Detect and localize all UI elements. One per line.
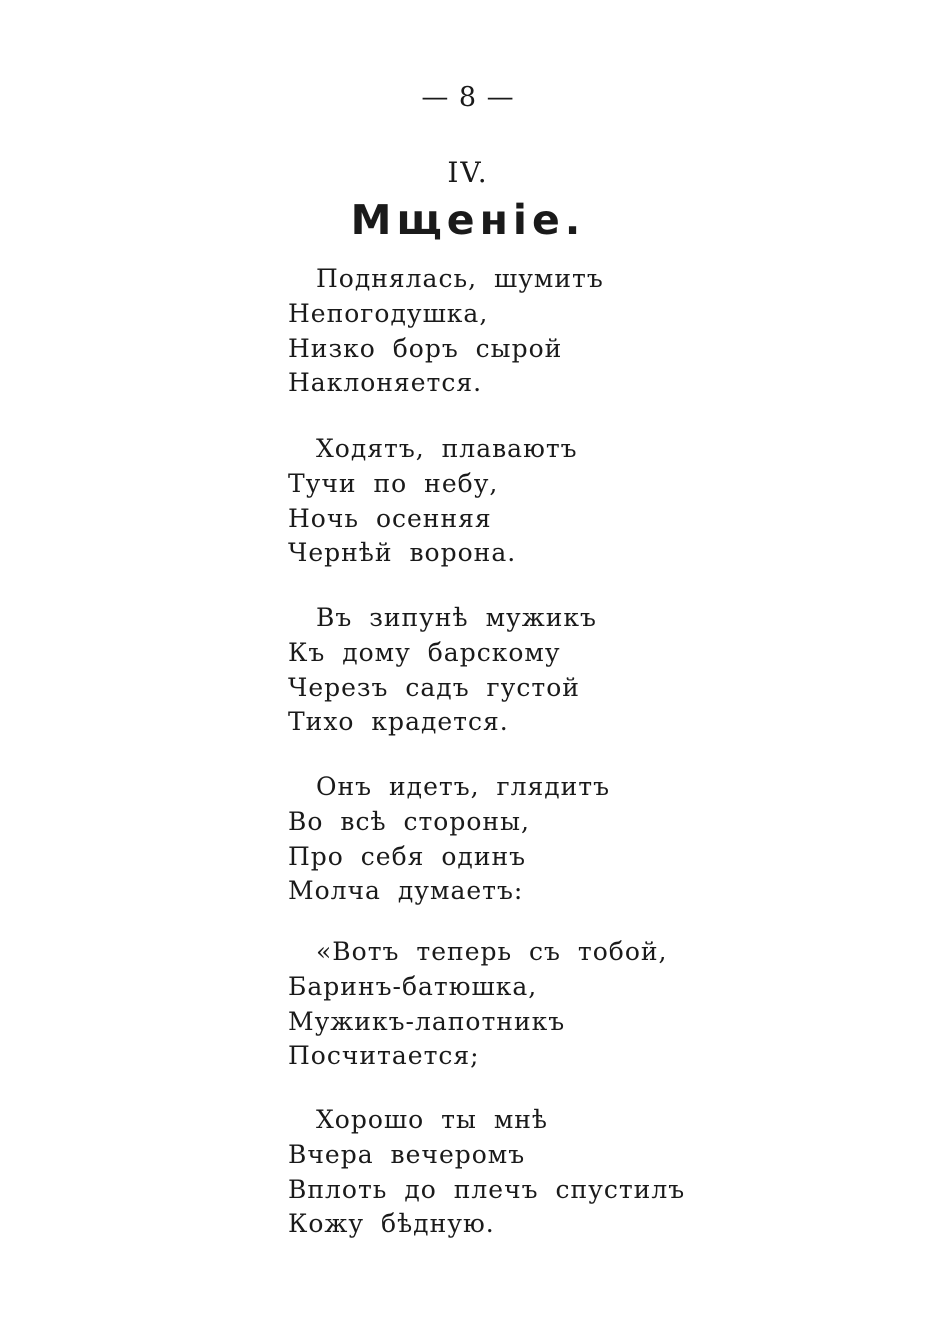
stanza-2 — [288, 432, 708, 571]
poem-line: Тучи по небу, — [288, 468, 499, 498]
poem-line: Баринъ-батюшка, — [288, 971, 538, 1001]
poem-line: Вплоть до плечъ спустилъ — [288, 1174, 686, 1204]
poem-line: Наклоняется. — [288, 368, 483, 398]
poem-line: Поднялась, шумитъ — [316, 264, 604, 293]
poem-line: Черезъ садъ густой — [288, 672, 580, 702]
stanza-3 — [288, 601, 708, 740]
poem-title: Мщеніе. — [350, 196, 586, 244]
poem-line: Чернѣй ворона. — [288, 538, 517, 568]
stanza-4 — [288, 770, 708, 909]
poem-line: Хорошо ты мнѣ — [316, 1105, 549, 1134]
poem-line: Въ зипунѣ мужикъ — [316, 603, 597, 632]
poem-line: Онъ идетъ, глядитъ — [316, 772, 611, 801]
poem-line: Кожу бѣдную. — [288, 1209, 495, 1239]
poem-line: Ночь осенняя — [288, 503, 492, 533]
poem-line: Молча думаетъ: — [288, 876, 524, 906]
poem-line: Къ дому барскому — [288, 637, 561, 667]
poem-line: Тихо крадется. — [288, 707, 509, 737]
stanza-5 — [288, 935, 708, 1074]
section-numeral: IV. — [447, 156, 489, 189]
poem-line: Ходятъ, плаваютъ — [316, 434, 578, 463]
poem-line: Про себя одинъ — [288, 841, 527, 871]
poem-line: Вчера вечеромъ — [288, 1139, 526, 1169]
poem-line: Посчитается; — [288, 1041, 480, 1071]
stanza-1 — [288, 262, 708, 401]
poem-line: Мужикъ-лапотникъ — [288, 1006, 566, 1036]
poem-line: Непогодушка, — [288, 298, 489, 328]
stanza-6 — [288, 1103, 708, 1242]
poem-line: «Вотъ теперь съ тобой, — [316, 937, 668, 966]
poem-line: Низко боръ сырой — [288, 333, 563, 363]
poem-line: Во всѣ стороны, — [288, 806, 530, 836]
page-number: — 8 — — [421, 82, 515, 113]
